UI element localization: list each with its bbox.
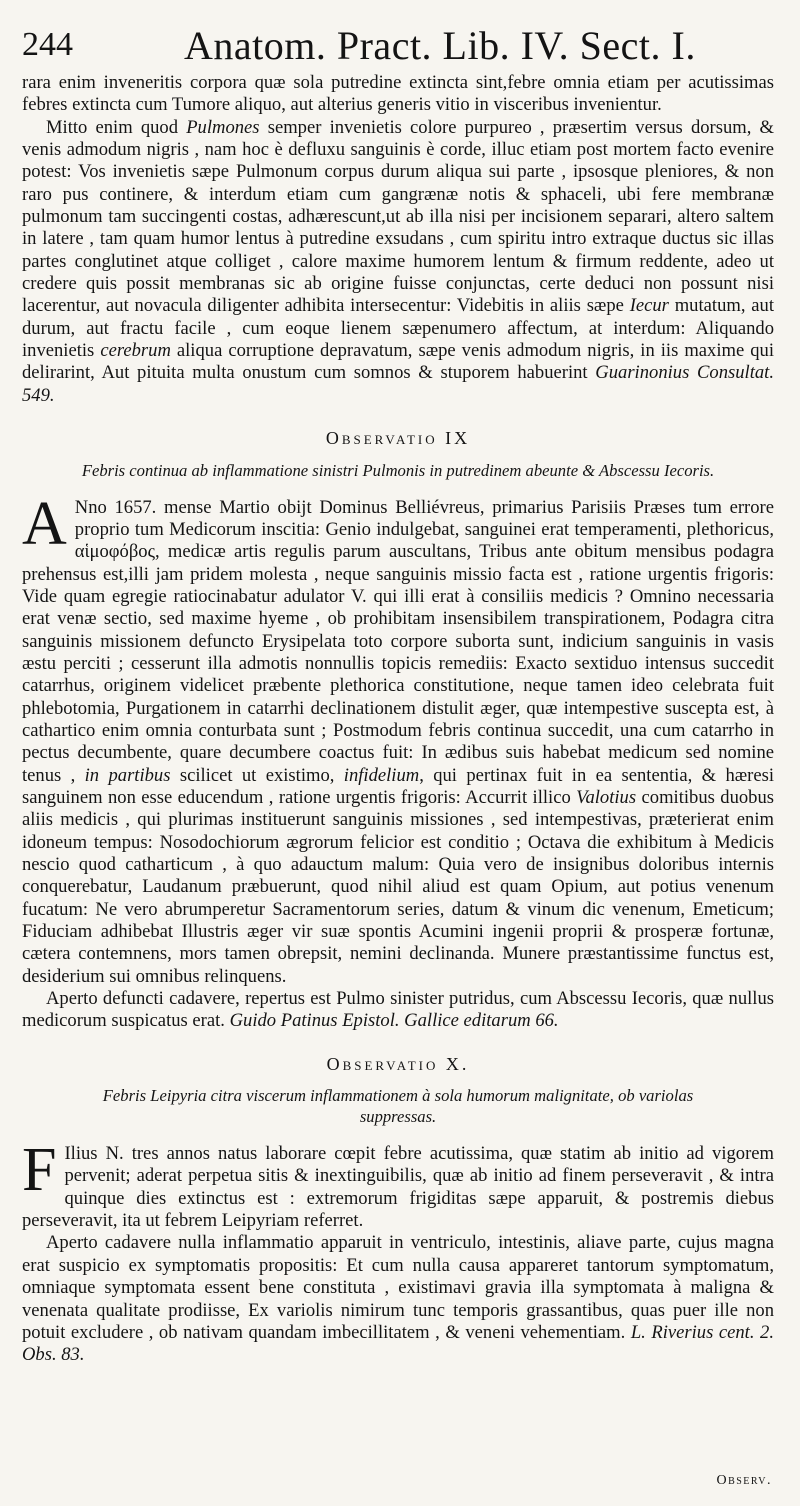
text-run: aliqua corruptione depravatum, sæpe venis admodum nigris, in iis maxime qui delirarint, Aut pituita multa onustum cum somnos & stuporem habuerint xyxy=(22,340,774,384)
text-run: Aperto cadavere nulla inflammatio apparuit in ventriculo, intestinis, aliave parte, cujus magna erat suspicio ex symptomatis propositis: Et cum nulla causa appareret tantorum symptomatum, omniaque symptomata essent bene constituta , existimavi gravia illa symptomata à maligna & venenata qualitate prodiisse, Ex variolis nimirum tunc temporis grassantibus, quas puer ille non potuit excludere , ob nativam quandam imbecillitatem , & veneni vehementiam. xyxy=(22,1232,774,1343)
observation-9-subtitle: Febris continua ab inflammatione sinistri Pulmonis in putredinem abeunte & Abscessu Iecoris. xyxy=(81,460,715,480)
observation-9-paragraph-2 xyxy=(22,988,774,1033)
text-run: , qui pertinax fuit in ea sententia, & hæresi sanguinem non esse educendum , ratione urgentis frigoris: Accurrit illico xyxy=(22,764,774,808)
observation-9-paragraph-1 xyxy=(22,489,774,989)
page-body xyxy=(22,72,774,1367)
text-run: Aperto defuncti cadavere, repertus est Pulmo sinister putridus, cum Abscessu Iecoris, quæ nullus medicorum suspicatus erat. xyxy=(22,988,774,1032)
italic-run: infidelium xyxy=(343,764,420,786)
observation-10-title: Observatio X. xyxy=(326,1053,470,1074)
observation-10-subtitle: Febris Leipyria citra viscerum inflammationem à sola humorum malignitate, ob variolas suppressas. xyxy=(102,1086,694,1127)
text-run: comitibus duobus aliis medicis , qui plurimas instituerunt sanguinis missiones , sed intempestivas, præterierat enim idoneum tempus: Nosodochiorum ægrorum felicior est conditio ; Octava die exhibitum à Medicis nescio quod catharticum , à quo adauctum malum: Quia vero de insignibus doloribus internis conquerebatur, Laudanum præbuerunt, quod nihil aliud est quam Opium, aut potius venenum fucatum: Ne vero abrumperetur Sacramentorum series, datum & vinum dic venenum, Emeticum; Fiduciam adhibebat Illustris æger vir suæ spontis Acumini ingenii proprii & prosperæ fortunæ, cætera contemnens, mors tamen obrepsit, nemini declinanda. Munere præstantissime functus est, desiderium sui omnibus relinquens. xyxy=(22,786,774,987)
observation-9-title: Observatio IX xyxy=(325,428,471,449)
text-run: scilicet ut existimo, xyxy=(179,764,335,786)
source-citation: Guarinonius Consultat. 549. xyxy=(22,362,774,406)
text-run: Ilius N. tres annos natus laborare cœpit febre acutissima, quæ statim ab initio ad vigorem pervenit; aderat perpetua sitis & inextinguibilis, quæ ab initio ad finem perseveravit , & intra quinque dies extinctus est : extremorum frigiditas sæpe apparuit, & postremis diebus perseveravit, ita ut febrem Leipyriam referret. xyxy=(22,1143,774,1232)
drop-cap-letter: F xyxy=(22,1136,57,1205)
term-iecur: Iecur xyxy=(629,295,669,317)
intro-paragraph-1: rara enim inveneritis corpora quæ sola putredine extincta sint,febre omnia etiam per acutissimas febres extincta cum Tumore aliquo, aut alterius generis vitio in visceribus invenientur. xyxy=(22,72,774,116)
source-citation: Guido Patinus Epistol. Gallice editarum 66. xyxy=(229,1010,559,1032)
italic-run: in partibus xyxy=(84,764,171,786)
page-header xyxy=(22,14,774,70)
observation-10-paragraph-1 xyxy=(22,1136,774,1232)
source-citation: L. Riverius cent. 2. Obs. 83. xyxy=(22,1321,774,1366)
text-run: Nno 1657. mense Martio obijt Dominus Belliévreus, primarius Parisiis Præses tum errore proprio tum Medicorum inscitia: Genio indulgebat, sanguinei erat temperamenti, plethoricus, αἱμοφόβος, medicæ artis regulis parum auscultans, Tribus ante obitum mensibus podagra prehensus est,illi jam pridem molesta , neque sanguinis missio facta est , ratione urgentis frigoris: Vide quam egregie ratiocinabatur adulator V. qui illi erat à consiliis medicis ? Omnino necessaria erat venæ sectio, sed maxime hyeme , ob prohibitam insensibilem transpirationem, Podagra citra sanguinis missionem defuncto Erysipelata toto corpore suborta sunt, indicium sanguinis in vasis æstu perciti ; cesserunt illa admotis nonnullis topicis remediis: Exacto sextiduo intensus succedit catarrhus, originem videlicet præbente plethorica constitutione, neque tamen ideo celebrata fuit phlebotomia, Purgationem in catarrhi declinationem distulit æger, quæ intempestive suscepta est, à cathartico enim omnia conturbata sunt ; Postmodum febris continua succedit, una cum catarrho in pectus decumbente, quare decumbere coactus fuit: In ædibus suis habebat medicum sed nomine tenus , xyxy=(22,496,774,786)
observation-10-paragraph-2 xyxy=(22,1232,774,1366)
name-valotius: Valotius xyxy=(576,786,637,808)
text-run: mutatum, aut durum, aut fractu facile , cum eoque lienem sæpenumero affectum, at interdum: Aliquando invenietis xyxy=(22,295,774,362)
catchword: Observ. xyxy=(716,1473,772,1488)
page-number: 244 xyxy=(22,26,73,63)
running-head: Anatom. Pract. Lib. IV. Sect. I. xyxy=(184,23,696,68)
drop-cap-letter: A xyxy=(22,489,67,558)
intro-paragraph-2 xyxy=(22,117,774,407)
term-cerebrum: cerebrum xyxy=(100,340,171,362)
text-run: Mitto enim quod xyxy=(46,116,179,138)
text-run: semper invenietis colore purpureo , præsertim versus dorsum, & venis admodum nigris , nam hoc è defluxu sanguinis è corde, illuc etiam post mortem facto evenire potest: Vos invenietis sæpe Pulmonum corpus durum aliqua sui parte , ipsosque pleniores, & non raro pus continere, & interdum etiam cum gangrænæ notis & sphaceli, ubi fere membranæ pulmonum tam succingenti costas, adhærescunt,ut ab illa nisi per incisionem separari, altero saltem in latere , tam quam humor lentus à putredine exsudans , cum spiritu intro extraque ductus sic illas partes conglutinet atque colliget , calore maxime humorem lentum & firmum reddente, adeo ut credere quis possit membranas sic ab origine fuisse conjunctas, certe deduci non possunt nisi lacerentur, aut novacula diligenter adhibita intersecentur: Videbitis in aliis sæpe xyxy=(22,116,775,317)
term-pulmones: Pulmones xyxy=(186,116,260,138)
